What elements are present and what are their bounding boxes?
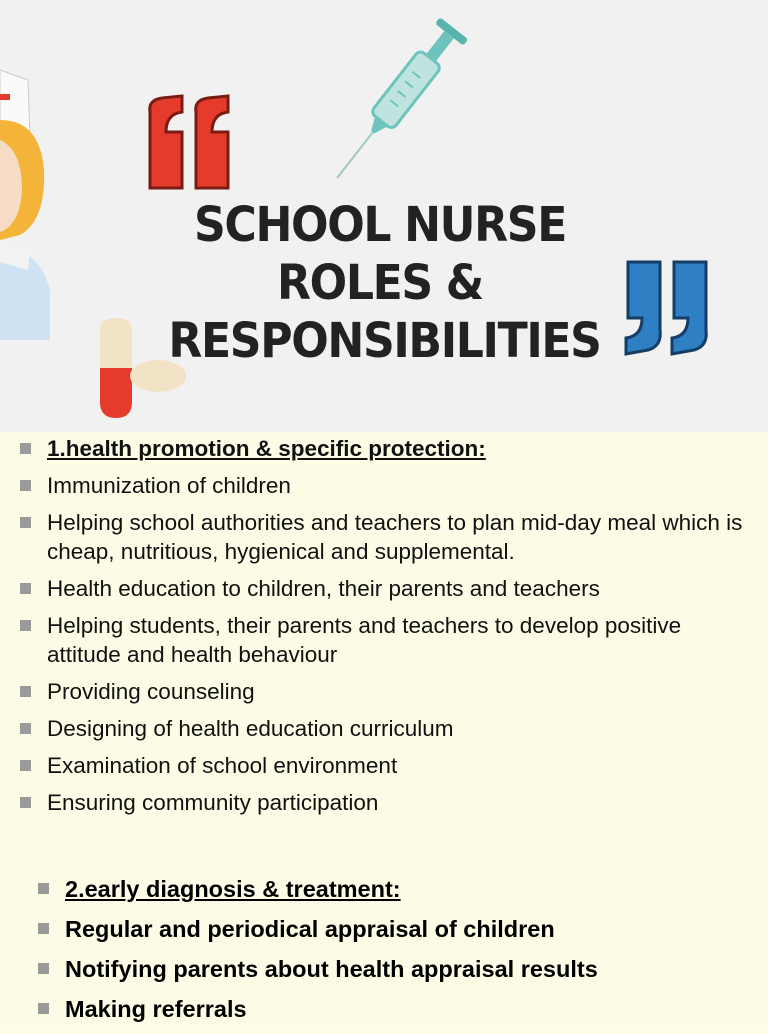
list-item: Providing counseling xyxy=(20,677,760,706)
list-item: Examination of school environment xyxy=(20,751,760,780)
list-item: Immunization of children xyxy=(20,471,760,500)
list-item: Health education to children, their parents and teachers xyxy=(20,574,760,603)
list-item: Notifying parents about health appraisal results xyxy=(38,954,760,984)
list-item: Making referrals xyxy=(38,994,760,1024)
section-1-heading: 1.health promotion & specific protection: xyxy=(20,434,760,463)
list-item: Regular and periodical appraisal of children xyxy=(38,914,760,944)
nurse-illustration-icon xyxy=(0,70,50,340)
section-2-list xyxy=(38,874,760,1034)
section-1-list xyxy=(20,434,760,825)
banner-title xyxy=(150,196,610,370)
close-quote-icon xyxy=(626,262,706,354)
title-line-3: RESPONSIBILITIES xyxy=(168,313,601,369)
list-item: Helping school authorities and teachers to plan mid-day meal which is cheap, nutritious, hygienical and supplemental. xyxy=(20,508,760,566)
section-2-heading: 2.early diagnosis & treatment: xyxy=(38,874,760,904)
open-quote-icon xyxy=(150,96,228,188)
list-item: Ensuring community participation xyxy=(20,788,760,817)
syringe-icon xyxy=(323,17,468,189)
list-item: Designing of health education curriculum xyxy=(20,714,760,743)
title-banner xyxy=(0,0,768,432)
title-line-1: SCHOOL NURSE xyxy=(194,197,566,253)
content-area xyxy=(0,432,768,1024)
title-line-2: ROLES & xyxy=(277,255,483,311)
list-item: Helping students, their parents and teachers to develop positive attitude and health behaviour xyxy=(20,611,760,669)
